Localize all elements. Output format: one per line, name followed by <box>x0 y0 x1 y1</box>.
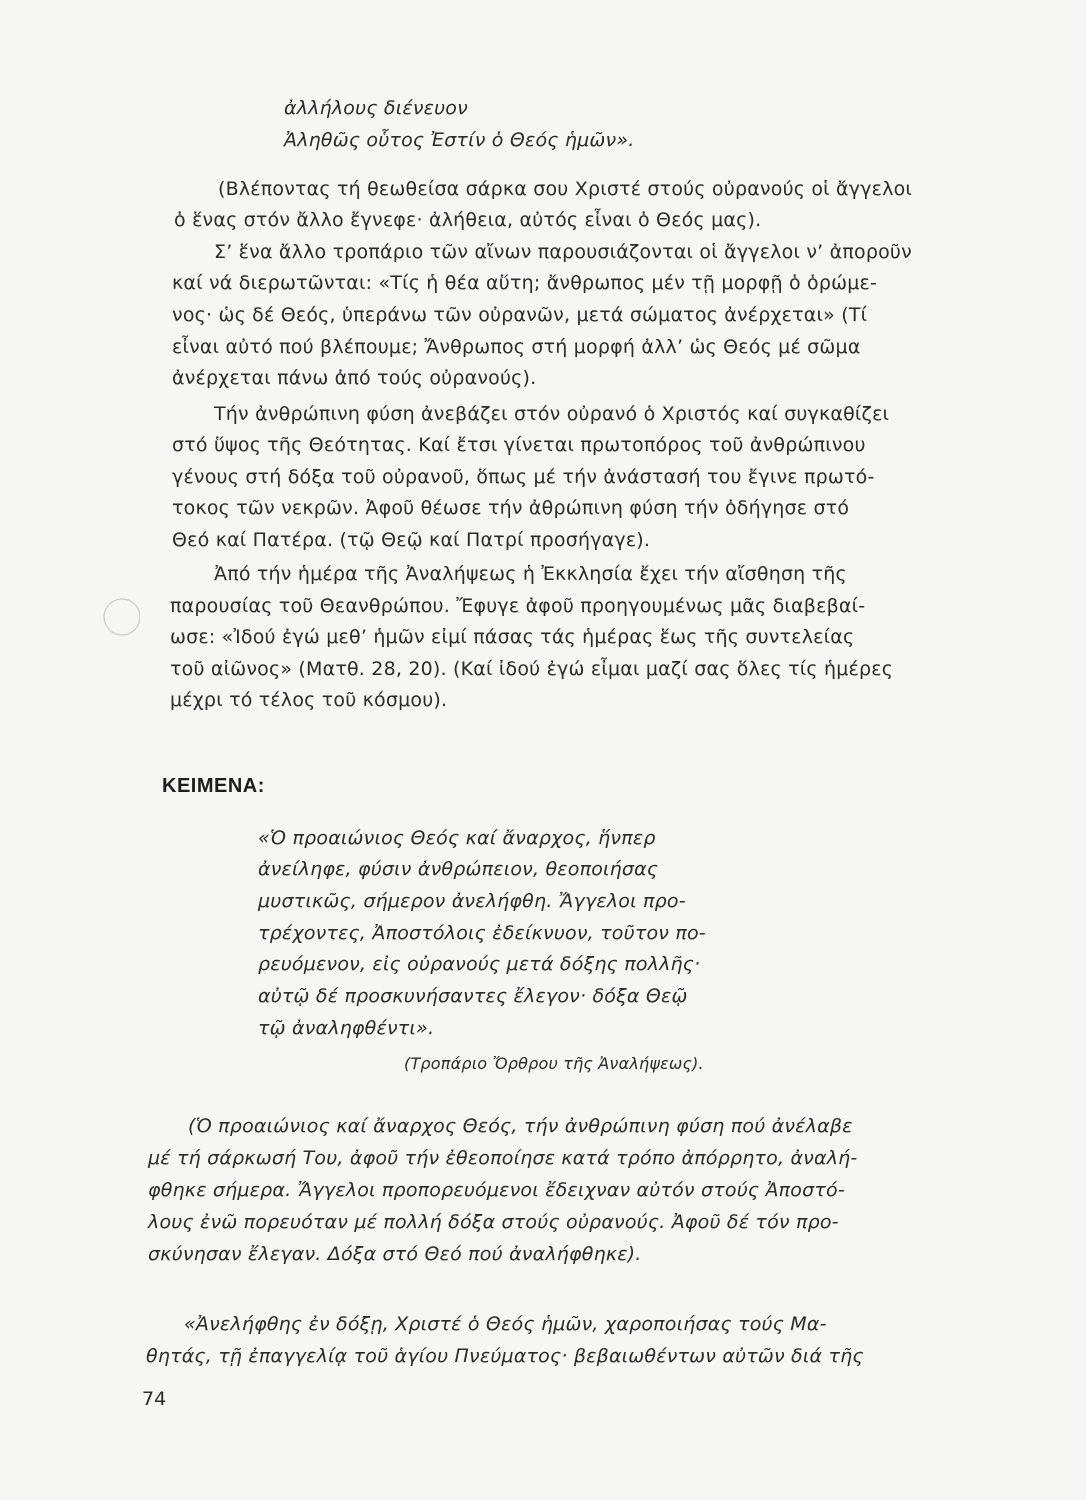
paragraph1-line-5: νος· ὡς δέ Θεός, ὑπεράνω τῶν οὐρανῶν, μετά σώματος ἀνέρχεται» (Τί <box>172 304 868 326</box>
paragraph2-line-5: Θεό καί Πατέρα. (τῷ Θεῷ καί Πατρί προσήγαγε). <box>172 529 651 551</box>
section-heading: ΚΕΙΜΕΝΑ: <box>162 775 265 797</box>
paragraph3-line-3: ωσε: «Ἰδού ἐγώ μεθ’ ἡμῶν εἰμί πάσας τάς ἡμέρας ἕως τῆς συντελείας <box>170 626 855 648</box>
quote-line-2: Ἀληθῶς οὗτος Ἐστίν ὁ Θεός ἡμῶν». <box>284 129 635 151</box>
hymn1-line-5: ρευόμενον, εἰς οὐρανούς μετά δόξης πολλῆς· <box>258 953 701 975</box>
margin-circle-note-icon <box>100 595 140 639</box>
paragraph3-line-5: μέχρι τό τέλος τοῦ κόσμου). <box>170 689 448 711</box>
translation1-line-3: φθηκε σήμερα. Ἄγγελοι προπορευόμενοι ἔδειχναν αὐτόν στούς Ἀποστό- <box>148 1179 845 1201</box>
paragraph1-line-3: Σ’ ἕνα ἄλλο τροπάριο τῶν αἴνων παρουσιάζονται οἱ ἄγγελοι ν’ ἀποροῦν <box>214 241 912 263</box>
paragraph3-line-4: τοῦ αἰῶνος» (Ματθ. 28, 20). (Καί ἰδού ἐγώ εἶμαι μαζί σας ὅλες τίς ἡμέρες <box>170 658 894 680</box>
page-number: 74 <box>142 1388 167 1410</box>
hymn1-line-6: αὐτῷ δέ προσκυνήσαντες ἔλεγον· δόξα Θεῷ <box>258 985 688 1007</box>
hymn1-line-1: «Ὁ προαιώνιος Θεός καί ἄναρχος, ἥνπερ <box>258 827 656 849</box>
hymn1-line-2: ἀνείληφε, φύσιν ἀνθρώπειον, θεοποιήσας <box>258 858 659 880</box>
paragraph2-line-1: Τήν ἀνθρώπινη φύση ἀνεβάζει στόν οὐρανό ὁ Χριστός καί συγκαθίζει <box>214 403 890 425</box>
translation1-line-5: σκύνησαν ἔλεγαν. Δόξα στό Θεό πού ἀναλήφθηκε). <box>148 1243 642 1265</box>
paragraph3-line-2: παρουσίας τοῦ Θεανθρώπου. Ἔφυγε ἀφοῦ προηγουμένως μᾶς διαβεβαί- <box>170 595 866 617</box>
paragraph1-line-2: ὁ ἕνας στόν ἄλλο ἔγνεφε· ἀλήθεια, αὐτός εἶναι ὁ Θεός μας). <box>174 209 762 231</box>
paragraph2-line-2: στό ὕψος τῆς Θεότητας. Καί ἔτσι γίνεται πρωτοπόρος τοῦ ἀνθρώπινου <box>172 434 866 456</box>
paragraph1-line-1: (Βλέποντας τή θεωθείσα σάρκα σου Χριστέ στούς οὐρανούς οἱ ἄγγελοι <box>218 178 913 200</box>
hymn1-line-4: τρέχοντες, Ἀποστόλοις ἐδείκνυον, τοῦτον πο- <box>258 922 706 944</box>
paragraph1-line-7: ἀνέρχεται πάνω ἀπό τούς οὐρανούς). <box>172 367 537 389</box>
hymn2-line-2: θητάς, τῇ ἐπαγγελίᾳ τοῦ ἁγίου Πνεύματος· βεβαιωθέντων αὐτῶν διά τῆς <box>146 1345 864 1367</box>
paragraph1-line-6: εἶναι αὐτό πού βλέπουμε; Ἄνθρωπος στή μορφή ἀλλ’ ὡς Θεός μέ σῶμα <box>172 336 861 358</box>
translation1-line-4: λους ἐνῶ πορευόταν μέ πολλή δόξα στούς οὐρανούς. Ἀφοῦ δέ τόν προ- <box>148 1211 839 1233</box>
translation1-line-1: (Ὁ προαιώνιος καί ἄναρχος Θεός, τήν ἀνθρώπινη φύση πού ἀνέλαβε <box>188 1115 853 1137</box>
paragraph3-line-1: Ἀπό τήν ἡμέρα τῆς Ἀναλήψεως ἡ Ἐκκλησία ἔχει τήν αἴσθηση τῆς <box>214 563 847 585</box>
paragraph1-line-4: καί νά διερωτῶνται: «Τίς ἡ θέα αὕτη; ἄνθρωπος μέν τῇ μορφῇ ὁ ὁρώμε- <box>172 272 878 294</box>
paragraph2-line-4: τοκος τῶν νεκρῶν. Ἀφοῦ θέωσε τήν ἀθρώπινη φύση τήν ὁδήγησε στό <box>172 497 850 519</box>
hymn1-source: (Τροπάριο Ὄρθρου τῆς Ἀναλήψεως). <box>404 1054 704 1073</box>
translation1-line-2: μέ τή σάρκωσή Του, ἀφοῦ τήν ἐθεοποίησε κατά τρόπο ἀπόρρητο, ἀναλή- <box>148 1147 858 1169</box>
paragraph2-line-3: γένους στή δόξα τοῦ οὐρανοῦ, ὅπως μέ τήν ἀνάστασή του ἔγινε πρωτό- <box>172 466 875 488</box>
hymn1-line-7: τῷ ἀναληφθέντι». <box>258 1017 435 1039</box>
hymn2-line-1: «Ἀνελήφθης ἐν δόξῃ, Χριστέ ὁ Θεός ἡμῶν, χαροποιήσας τούς Μα- <box>184 1313 827 1335</box>
quote-line-1: ἀλλήλους διένευον <box>284 97 468 119</box>
hymn1-line-3: μυστικῶς, σήμερον ἀνελήφθη. Ἄγγελοι προ- <box>258 890 686 912</box>
